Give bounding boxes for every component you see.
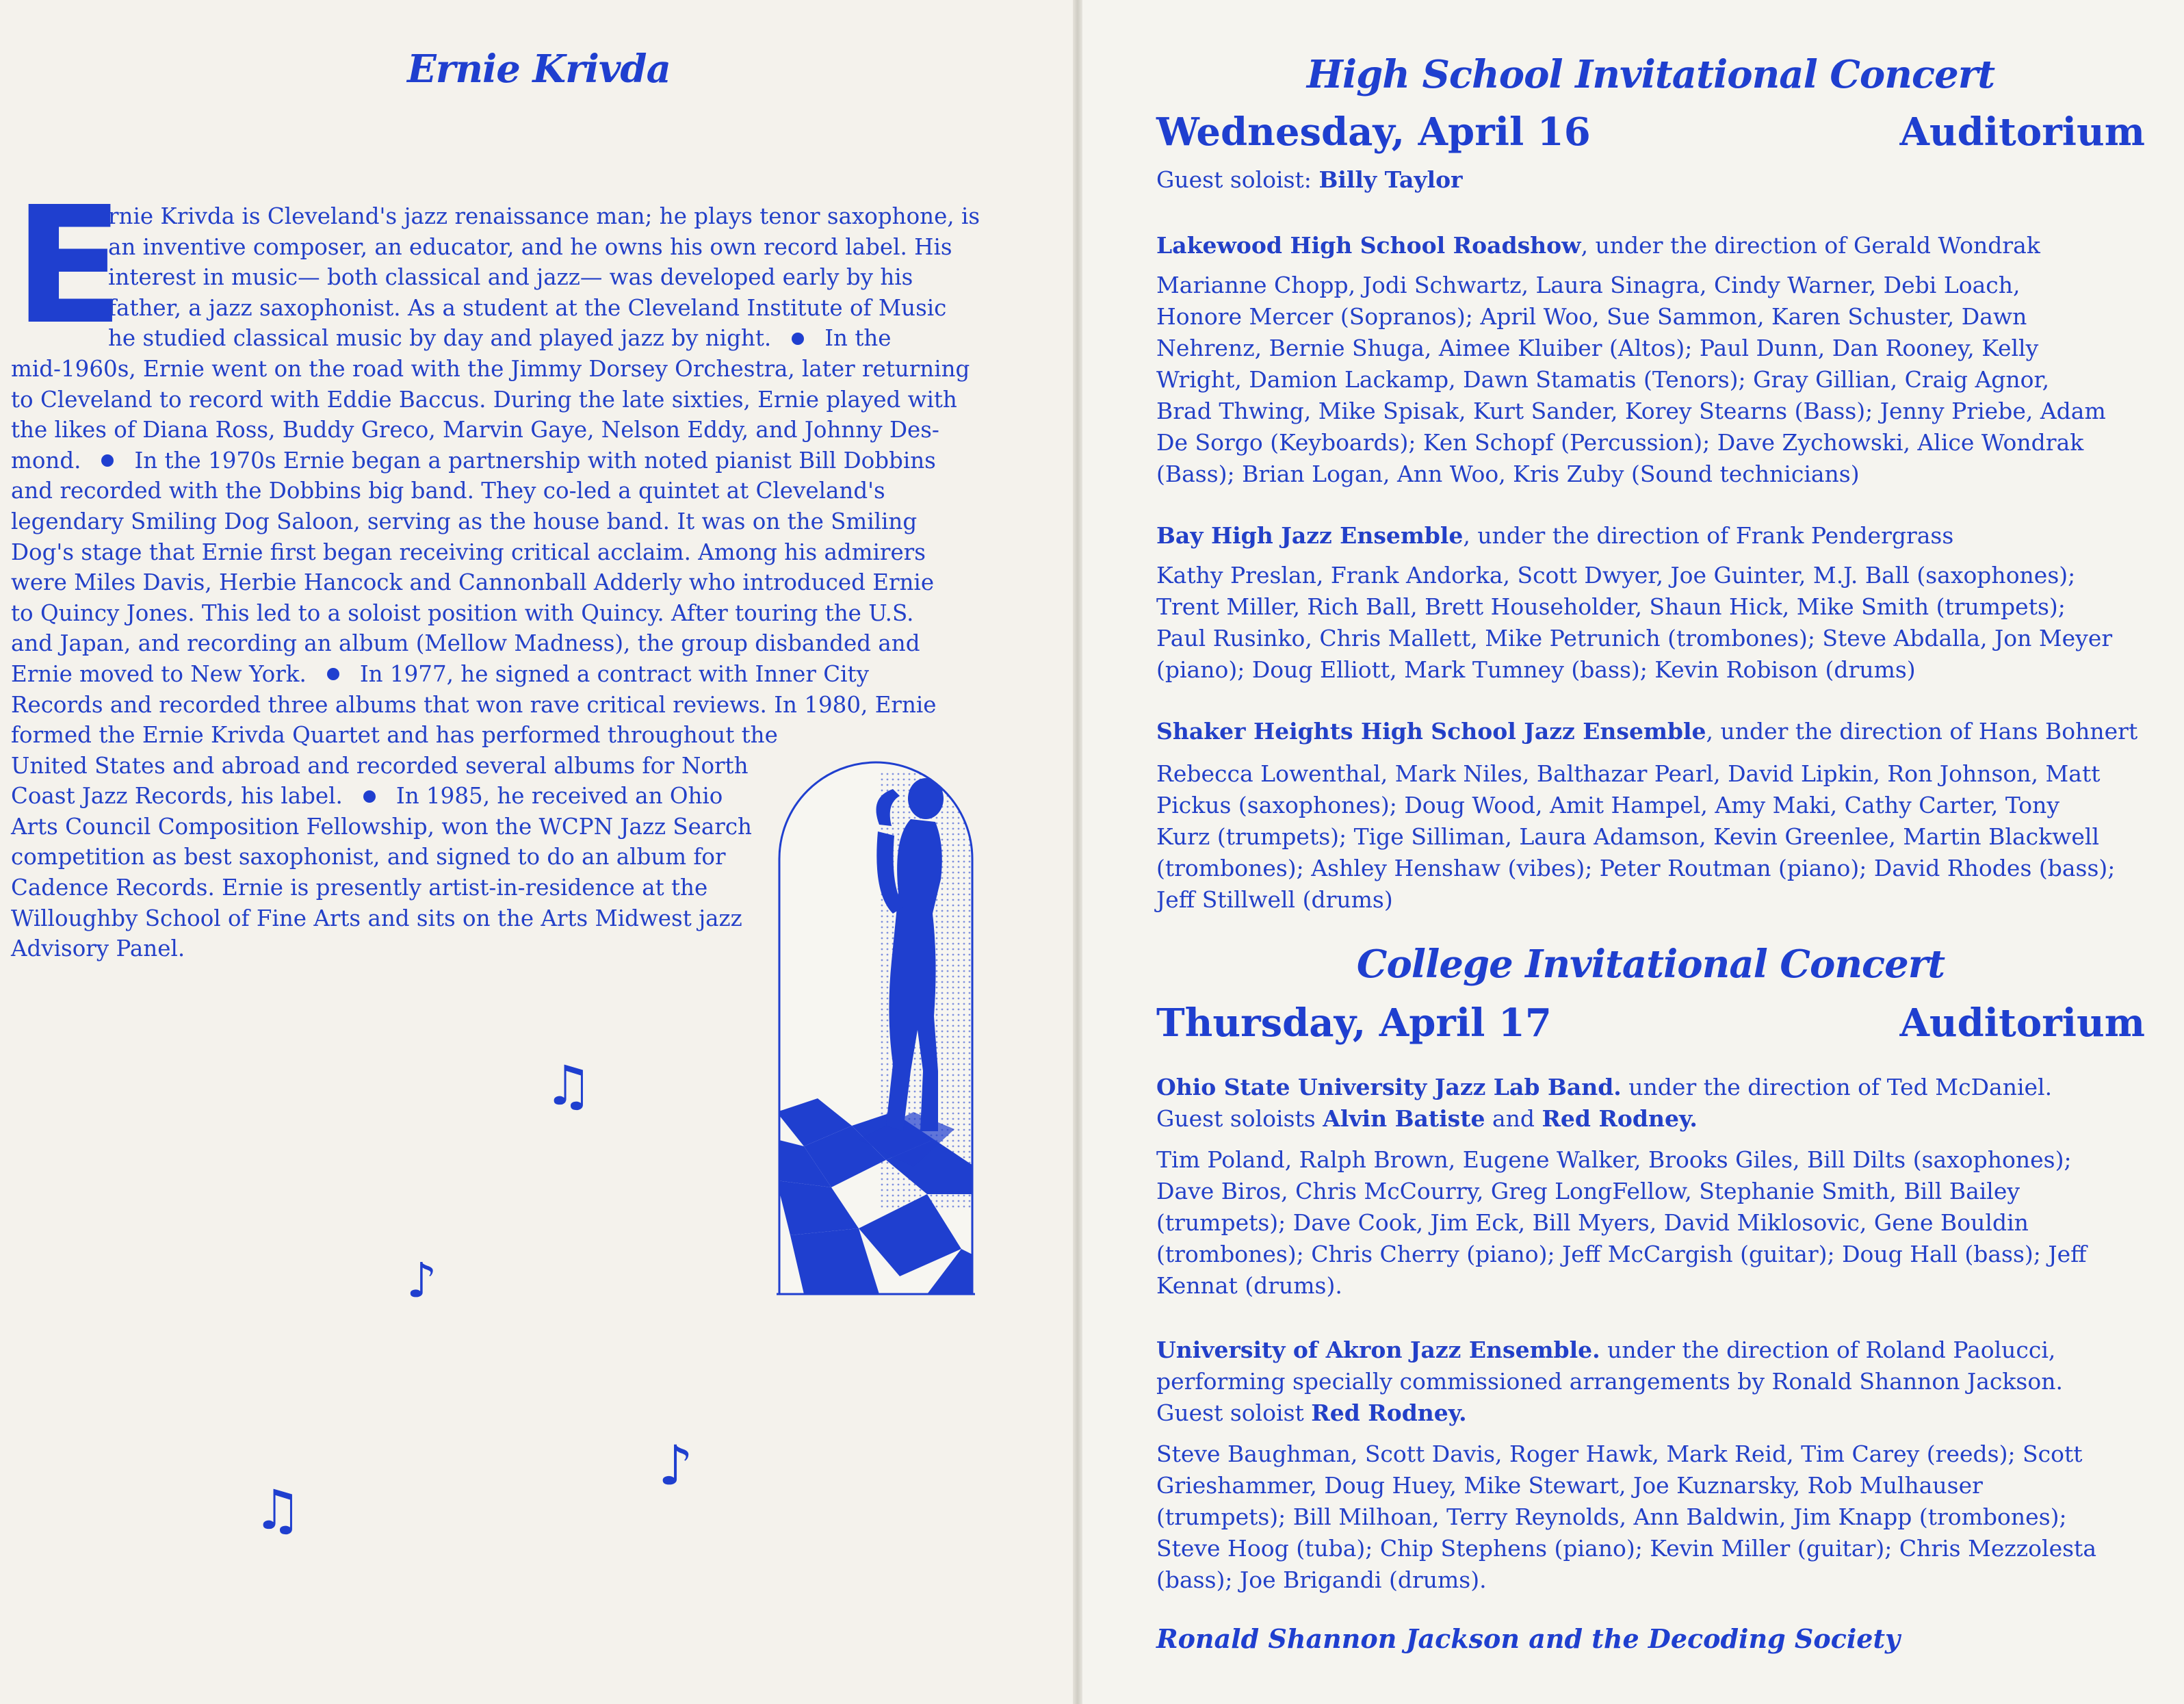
- group-name: Shaker Heights High School Jazz Ensemble: [1156, 718, 1706, 745]
- music-note-icon: ♫: [544, 1054, 593, 1118]
- group-bay-high: Bay High Jazz Ensemble, under the direction of Frank Pendergrass Kathy Preslan, Frank Andorka, Scott Dwyer, Joe Guinter, M.J. Ball (saxophones); Trent Miller, Rich Ball, Brett Householder, Shaun Hick, Mike Smith (trumpets); Paul Rusinko, Chris Mallett, Mike Petrunich (trombones); Steve Abdalla, Jon Meyer (piano); Doug Elliott, Mark Tumney (bass); Kevin Robison (drums): [1156, 520, 2145, 686]
- group-lakewood: Lakewood High School Roadshow, under the direction of Gerald Wondrak Marianne Chopp, Jodi Schwartz, Laura Sinagra, Cindy Warner, Debi Loach, Honore Mercer (Sopranos); April Woo, Sue Sammon, Karen Schuster, Dawn Nehrenz, Bernie Shuga, Aimee Kluiber (Altos); Paul Dunn, Dan Rooney, Kelly Wright, Damion Lackamp, Dawn Stamatis (Tenors); Gray Gillian, Craig Agnor, Brad Thwing, Mike Spisak, Kurt Sander, Korey Stearns (Bass); Jenny Priebe, Adam De Sorgo (Keyboards); Ken Schopf (Percussion); Dave Zychowski, Alice Wondrak (Bass); Brian Logan, Ann Woo, Kris Zuby (Sound technicians): [1156, 230, 2145, 490]
- roster-line: Tim Poland, Ralph Brown, Eugene Walker, Brooks Giles, Bill Dilts (saxophones);: [1156, 1146, 2072, 1173]
- college-date: Thursday, April 17: [1156, 1001, 1552, 1046]
- bio-line: he studied classical music by day and played jazz by night. In the: [108, 325, 892, 352]
- roster-line: (trombones); Ashley Henshaw (vibes); Peter Routman (piano); David Rhodes (bass);: [1156, 855, 2116, 881]
- high-school-concert-title: High School Invitational Concert: [1306, 52, 1995, 97]
- group-name: Ohio State University Jazz Lab Band.: [1156, 1074, 1622, 1100]
- group-akron: University of Akron Jazz Ensemble. under the direction of Roland Paolucci, performing specially commissioned arrangements by Ronald Shannon Jackson. Guest soloist Red Rodney. Steve Baughman, Scott Davis, Roger Hawk, Mark Reid, Tim Carey (reeds); Scott Grieshammer, Doug Huey, Mike Stewart, Joe Kuznarsky, Rob Mulhauser (trumpets); Bill Milhoan, Terry Reynolds, Ann Baldwin, Jim Knapp (trombones); Steve Hoog (tuba); Chip Stephens (piano); Kevin Miller (guitar); Chris Mezzolesta (bass); Joe Brigandi (drums).: [1156, 1334, 2145, 1596]
- bio-line: Dog's stage that Ernie first began receiving critical acclaim. Among his admirers: [11, 539, 926, 565]
- roster-line: Rebecca Lowenthal, Mark Niles, Balthazar Pearl, David Lipkin, Ron Johnson, Matt: [1156, 760, 2101, 787]
- roster-line: Grieshammer, Doug Huey, Mike Stewart, Joe Kuznarsky, Rob Mulhauser: [1156, 1472, 1983, 1499]
- roster-line: (trumpets); Bill Milhoan, Terry Reynolds, Ann Baldwin, Jim Knapp (trombones);: [1156, 1503, 2067, 1530]
- roster-line: (piano); Doug Elliott, Mark Tumney (bass); Kevin Robison (drums): [1156, 656, 1916, 683]
- bio-line: formed the Ernie Krivda Quartet and has performed throughout the: [11, 722, 778, 749]
- high-school-guest-soloist: Guest soloist: Billy Taylor: [1156, 166, 1463, 193]
- group-name: Bay High Jazz Ensemble: [1156, 522, 1464, 549]
- roster-line: Marianne Chopp, Jodi Schwartz, Laura Sinagra, Cindy Warner, Debi Loach,: [1156, 272, 2020, 298]
- bio-line: the likes of Diana Ross, Buddy Greco, Marvin Gaye, Nelson Eddy, and Johnny Des-: [11, 417, 939, 443]
- roster-line: (trumpets); Dave Cook, Jim Eck, Bill Myers, David Miklosovic, Gene Bouldin: [1156, 1209, 2029, 1236]
- bio-line: mid-1960s, Ernie went on the road with the Jimmy Dorsey Orchestra, later returning: [11, 355, 970, 382]
- bio-line: Ernie moved to New York. In 1977, he signed a contract with Inner City: [11, 660, 869, 687]
- bullet-dot: [101, 454, 114, 467]
- music-note-icon: ♫: [253, 1478, 302, 1542]
- roster-line: Wright, Damion Lackamp, Dawn Stamatis (Tenors); Gray Gillian, Craig Agnor,: [1156, 366, 2050, 393]
- bio-line: legendary Smiling Dog Saloon, serving as the house band. It was on the Smiling: [11, 508, 918, 534]
- bio-line: Willoughby School of Fine Arts and sits on the Arts Midwest jazz: [11, 905, 742, 931]
- bio-line: mond. In the 1970s Ernie began a partnership with noted pianist Bill Dobbins: [11, 447, 936, 474]
- roster-line: Steve Hoog (tuba); Chip Stephens (piano); Kevin Miller (guitar); Chris Mezzolesta: [1156, 1535, 2096, 1562]
- group-name: University of Akron Jazz Ensemble.: [1156, 1337, 1600, 1363]
- page-title-ernie-krivda: Ernie Krivda: [407, 47, 671, 92]
- bio-line: to Quincy Jones. This led to a soloist position with Quincy. After touring the U.S.: [11, 599, 914, 626]
- roster-line: (trombones); Chris Cherry (piano); Jeff McCargish (guitar); Doug Hall (bass); Jeff: [1156, 1241, 2087, 1267]
- roster-line: Dave Biros, Chris McCourry, Greg LongFellow, Stephanie Smith, Bill Bailey: [1156, 1178, 2020, 1204]
- bio-line: United States and abroad and recorded several albums for North: [11, 752, 749, 779]
- bio-line: Advisory Panel.: [11, 935, 185, 962]
- bio-line: and Japan, and recording an album (Mellow Madness), the group disbanded and: [11, 630, 920, 657]
- bio-line: Coast Jazz Records, his label. In 1985, he received an Ohio: [11, 783, 723, 810]
- group-shaker-heights: Shaker Heights High School Jazz Ensemble, under the direction of Hans Bohnert Rebecca Lowenthal, Mark Niles, Balthazar Pearl, David Lipkin, Ron Johnson, Matt Pickus (saxophones); Doug Wood, Amit Hampel, Amy Maki, Cathy Carter, Tony Kurz (trumpets); Tige Silliman, Laura Adamson, Kevin Greenlee, Martin Blackwell (trombones); Ashley Henshaw (vibes); Peter Routman (piano); David Rhodes (bass); Jeff Stillwell (drums): [1156, 716, 2145, 916]
- roster-line: Pickus (saxophones); Doug Wood, Amit Hampel, Amy Maki, Cathy Carter, Tony: [1156, 792, 2060, 818]
- book-gutter: [1073, 0, 1082, 1704]
- bio-line: to Cleveland to record with Eddie Baccus. During the late sixties, Ernie played with: [11, 386, 957, 413]
- roster-line: Brad Thwing, Mike Spisak, Kurt Sander, Korey Stearns (Bass); Jenny Priebe, Adam: [1156, 398, 2106, 424]
- bio-line: were Miles Davis, Herbie Hancock and Cannonball Adderly who introduced Ernie: [11, 569, 935, 596]
- bullet-dot: [363, 790, 376, 803]
- bullet-dot: [792, 333, 804, 345]
- roster-line: (bass); Joe Brigandi (drums).: [1156, 1566, 1487, 1593]
- music-note-icon: ♪: [406, 1252, 437, 1308]
- high-school-date: Wednesday, April 16: [1156, 109, 1591, 155]
- bio-line: Arts Council Composition Fellowship, won the WCPN Jazz Search: [11, 813, 752, 840]
- bio-line: an inventive composer, an educator, and he owns his own record label. His: [108, 233, 952, 260]
- college-venue: Auditorium: [1899, 1001, 2145, 1046]
- high-school-venue: Auditorium: [1899, 109, 2145, 155]
- bullet-dot: [327, 668, 339, 680]
- group-name: Lakewood High School Roadshow: [1156, 232, 1581, 259]
- roster-line: (Bass); Brian Logan, Ann Woo, Kris Zuby (Sound technicians): [1156, 461, 1860, 487]
- roster-line: Steve Baughman, Scott Davis, Roger Hawk, Mark Reid, Tim Carey (reeds); Scott: [1156, 1441, 2083, 1467]
- roster-line: Trent Miller, Rich Ball, Brett Householder, Shaun Hick, Mike Smith (trumpets);: [1156, 593, 2066, 620]
- bio-line: interest in music— both classical and jazz— was developed early by his: [108, 264, 913, 291]
- footer-decoding-society: Ronald Shannon Jackson and the Decoding Society: [1156, 1623, 1901, 1654]
- bio-line: rnie Krivda is Cleveland's jazz renaissance man; he plays tenor saxophone, is: [108, 203, 980, 229]
- roster-line: De Sorgo (Keyboards); Ken Schopf (Percussion); Dave Zychowski, Alice Wondrak: [1156, 429, 2084, 456]
- roster-line: Kurz (trumpets); Tige Silliman, Laura Adamson, Kevin Greenlee, Martin Blackwell: [1156, 823, 2100, 850]
- roster-line: Nehrenz, Bernie Shuga, Aimee Kluiber (Altos); Paul Dunn, Dan Rooney, Kelly: [1156, 335, 2039, 361]
- bio-line: father, a jazz saxophonist. As a student at the Cleveland Institute of Music: [108, 294, 947, 321]
- college-concert-title: College Invitational Concert: [1356, 942, 1945, 987]
- music-note-icon: ♪: [658, 1434, 694, 1497]
- roster-line: Jeff Stillwell (drums): [1156, 886, 1393, 913]
- roster-line: Paul Rusinko, Chris Mallett, Mike Petrunich (trombones); Steve Abdalla, Jon Meyer: [1156, 625, 2113, 651]
- roster-line: Kathy Preslan, Frank Andorka, Scott Dwyer, Joe Guinter, M.J. Ball (saxophones);: [1156, 562, 2076, 589]
- group-ohio-state: Ohio State University Jazz Lab Band. under the direction of Ted McDaniel. Guest soloists Alvin Batiste and Red Rodney. Tim Poland, Ralph Brown, Eugene Walker, Brooks Giles, Bill Dilts (saxophones); Dave Biros, Chris McCourry, Greg LongFellow, Stephanie Smith, Bill Bailey (trumpets); Dave Cook, Jim Eck, Bill Myers, David Miklosovic, Gene Bouldin (trombones); Chris Cherry (piano); Jeff McCargish (guitar); Doug Hall (bass); Jeff Kennat (drums).: [1156, 1072, 2145, 1302]
- roster-line: Kennat (drums).: [1156, 1272, 1342, 1299]
- bio-line: Cadence Records. Ernie is presently artist-in-residence at the: [11, 875, 708, 901]
- roster-line: Honore Mercer (Sopranos); April Woo, Sue Sammon, Karen Schuster, Dawn: [1156, 303, 2027, 330]
- bio-line: competition as best saxophonist, and signed to do an album for: [11, 844, 726, 870]
- saxophone-player-illustration: [777, 756, 975, 1297]
- drop-cap: E: [14, 172, 125, 360]
- guest-soloist-name: Billy Taylor: [1318, 166, 1463, 193]
- bio-line: Records and recorded three albums that won rave critical reviews. In 1980, Ernie: [11, 691, 937, 718]
- bio-line: and recorded with the Dobbins big band. They co-led a quintet at Cleveland's: [11, 478, 885, 504]
